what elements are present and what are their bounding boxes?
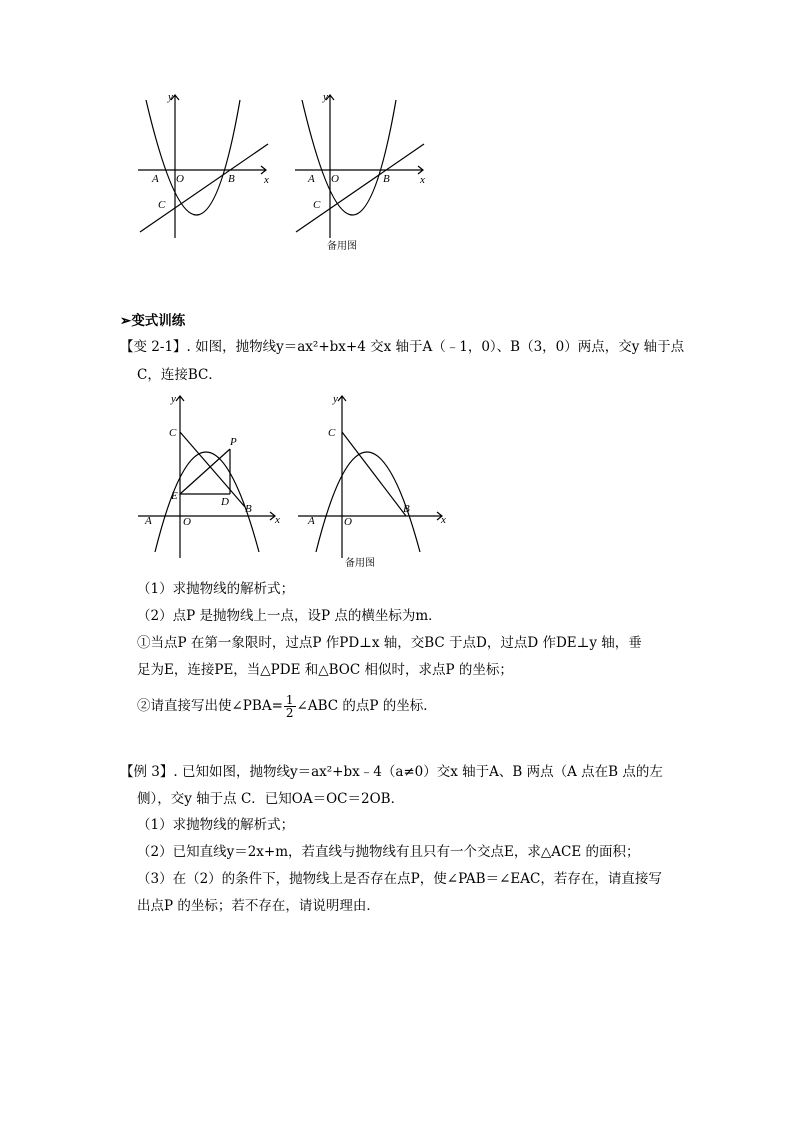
segment-pe	[180, 449, 230, 494]
ex3-line1: 【例 3】. 已知如图，抛物线y＝ax²+bx﹣4（a≠0）交x 轴于A、B 两点（A 点在B 点的左	[120, 764, 663, 780]
var21-q4: ②请直接写出使∠PBA= $\frac{1}{2}$ ∠ABC 的点P 的坐标．	[137, 693, 437, 720]
label-o: O	[331, 173, 339, 185]
label-p: P	[230, 436, 237, 448]
label-a: A	[152, 173, 159, 185]
label-y: y	[323, 91, 328, 103]
var21-line2: C，连接BC．	[137, 367, 222, 383]
ex3-q1: （1）求抛物线的解析式；	[137, 817, 295, 833]
var21-q2: （2）点P 是抛物线上一点，设P 点的横坐标为m．	[137, 608, 442, 624]
label-x: x	[420, 174, 425, 186]
ex3-q3b: 出点P 的坐标；若不存在，请说明理由．	[137, 898, 380, 914]
label-a: A	[145, 515, 152, 527]
ex3-line2: 侧），交y 轴于点 C．已知OA＝OC＝2OB．	[137, 791, 405, 807]
line-bc	[342, 432, 406, 516]
figure-2-backup	[290, 90, 440, 255]
label-o: O	[176, 173, 184, 185]
line-bc	[140, 144, 268, 232]
label-b: B	[245, 503, 252, 515]
label-c: C	[158, 199, 166, 211]
label-o: O	[344, 516, 352, 528]
ex3-q2: （2）已知直线y＝2x+m，若直线与抛物线有且只有一个交点E，求△ACE 的面积；	[137, 844, 640, 860]
parabola-curve	[146, 100, 240, 215]
fraction-one-half: $\frac{1}{2}$	[285, 693, 294, 720]
parabola-curve	[155, 452, 259, 552]
label-b: B	[403, 503, 410, 515]
var21-line1: 【变 2-1】. 如图，抛物线y＝ax²+bx+4 交x 轴于A（﹣1，0）、B（3，0）两点，交y 轴于点	[120, 339, 685, 355]
label-c: C	[313, 199, 321, 211]
label-d: D	[221, 496, 229, 508]
label-o: O	[183, 516, 191, 528]
section-heading: ➢变式训练	[120, 313, 186, 329]
label-a: A	[308, 515, 315, 527]
label-b: B	[383, 173, 390, 185]
label-x: x	[275, 514, 280, 526]
label-y: y	[168, 91, 173, 103]
label-x: x	[441, 514, 446, 526]
label-e: E	[171, 490, 178, 502]
figure-3-parabola	[135, 392, 290, 562]
figure-caption: 备用图	[345, 558, 375, 569]
label-c: C	[328, 427, 336, 439]
label-b: B	[228, 173, 235, 185]
ex3-q3a: （3）在（2）的条件下，抛物线上是否存在点P，使∠PAB＝∠EAC，若存在，请直接写	[137, 871, 662, 887]
var21-q1: （1）求抛物线的解析式；	[137, 581, 295, 597]
label-a: A	[308, 173, 315, 185]
parabola-curve	[302, 100, 396, 215]
figure-caption: 备用图	[327, 241, 357, 252]
label-c: C	[169, 427, 177, 439]
line-bc	[296, 144, 424, 232]
var21-q3a: ①当点P 在第一象限时，过点P 作PD⊥x 轴，交BC 于点D，过点D 作DE⊥y 轴，垂	[137, 635, 642, 651]
figure-4-backup	[298, 392, 453, 572]
arrow-icon: ➢	[120, 313, 132, 329]
figure-1-parabola	[130, 90, 280, 250]
label-y: y	[333, 393, 338, 405]
var21-q3b: 足为E，连接PE，当△PDE 和△BOC 相似时，求点P 的坐标；	[137, 662, 513, 678]
label-y: y	[171, 393, 176, 405]
label-x: x	[264, 174, 269, 186]
